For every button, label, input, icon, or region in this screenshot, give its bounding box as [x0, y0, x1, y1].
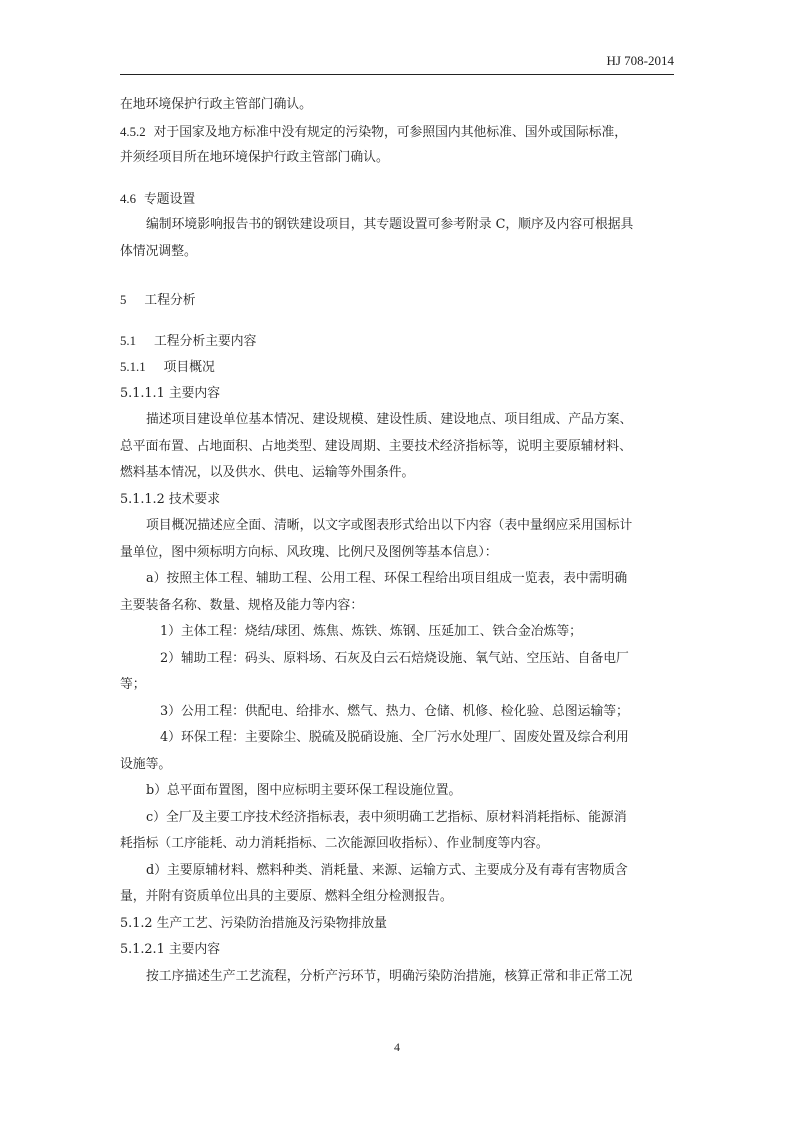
paragraph-line: 设施等。 — [120, 756, 172, 772]
paragraph-line: 体情况调整。 — [120, 243, 197, 259]
section-heading-5 — [120, 287, 674, 314]
section-heading-5-1-1 — [120, 354, 674, 381]
section-number: 5.1 — [120, 333, 136, 348]
section-number: 5.1.1 — [120, 360, 146, 374]
document-body — [120, 92, 674, 990]
section-title: 工程分析 — [144, 293, 196, 308]
sub-item-3: 3）公用工程：供配电、给排水、燃气、热力、仓储、机修、检化验、总图运输等； — [160, 703, 629, 719]
list-item-c: c）全厂及主要工序技术经济指标表，表中须明确工艺指标、原材料消耗指标、能源消 — [146, 809, 627, 825]
standard-code: HJ 708-2014 — [606, 53, 674, 68]
paragraph-line: 量单位，图中须标明方向标、风玫瑰、比例尺及图例等基本信息）： — [120, 544, 498, 560]
list-item-d: d）主要原辅材料、燃料种类、消耗量、来源、运输方式、主要成分及有毒有害物质含 — [146, 862, 628, 878]
paragraph-line: 燃料基本情况，以及供水、供电、运输等外围条件。 — [120, 465, 415, 480]
section-title: 工程分析主要内容 — [154, 333, 257, 349]
clause-4-5-2 — [120, 119, 674, 146]
page-number: 4 — [394, 1040, 400, 1054]
header-rule — [120, 74, 674, 75]
section-number: 4.6 — [120, 191, 136, 206]
paragraph-line: 并须经项目所在地环境保护行政主管部门确认。 — [120, 150, 389, 165]
paragraph-line: 量，并附有资质单位出具的主要原、燃料全组分检测报告。 — [120, 889, 453, 904]
section-number: 5 — [120, 293, 127, 307]
clause-text: 对于国家及地方标准中没有规定的污染物，可参照国内其他标准、国外或国际标准， — [153, 124, 628, 140]
paragraph-line: 描述项目建设单位基本情况、建设规模、建设性质、建设地点、项目组成、产品方案、 — [146, 412, 633, 427]
paragraph-line: 等； — [120, 677, 146, 692]
list-item-a: a）按照主体工程、辅助工程、公用工程、环保工程给出项目组成一览表，表中需明确 — [146, 571, 628, 586]
sub-item-2: 2）辅助工程：码头、原料场、石灰及白云石焙烧设施、氧气站、空压站、自备电厂 — [160, 650, 629, 666]
section-heading-4-6 — [120, 186, 674, 213]
sub-item-4: 4）环保工程：主要除尘、脱硫及脱硝设施、全厂污水处理厂、固废处置及综合利用 — [160, 730, 629, 745]
section-heading-5-1-1-1: 5.1.1.1 主要内容 — [120, 385, 221, 401]
list-item-b: b）总平面布置图，图中应标明主要环保工程设施位置。 — [146, 783, 462, 798]
paragraph-line: 编制环境影响报告书的钢铁建设项目，其专题设置可参考附录 C，顺序及内容可根据具 — [146, 217, 634, 232]
paragraph-line: 总平面布置、占地面积、占地类型、建设周期、主要技术经济指标等，说明主要原辅材料、 — [120, 438, 632, 454]
section-heading-5-1-2-1: 5.1.2.1 主要内容 — [120, 942, 221, 957]
section-heading-5-1-2: 5.1.2 生产工艺、污染防治措施及污染物排放量 — [120, 915, 387, 931]
section-heading-5-1-1-2: 5.1.1.2 技术要求 — [120, 491, 221, 507]
paragraph-line: 项目概况描述应全面、清晰，以文字或图表形式给出以下内容（表中量纲应采用国标计 — [146, 518, 633, 533]
paragraph-line: 主要装备名称、数量、规格及能力等内容： — [120, 597, 364, 613]
section-title: 专题设置 — [144, 191, 196, 207]
section-title: 项目概况 — [163, 360, 215, 375]
clause-number: 4.5.2 — [120, 124, 146, 139]
paragraph-line: 耗指标（工序能耗、动力消耗指标、二次能源回收指标）、作业制度等内容。 — [120, 836, 549, 851]
paragraph-line: 在地环境保护行政主管部门确认。 — [120, 97, 312, 112]
section-heading-5-1 — [120, 328, 674, 355]
sub-item-1: 1）主体工程：烧结/球团、炼焦、炼铁、炼钢、压延加工、铁合金冶炼等； — [160, 624, 582, 639]
paragraph-line: 按工序描述生产工艺流程，分析产污环节，明确污染防治措施，核算正常和非正常工况 — [146, 968, 633, 984]
